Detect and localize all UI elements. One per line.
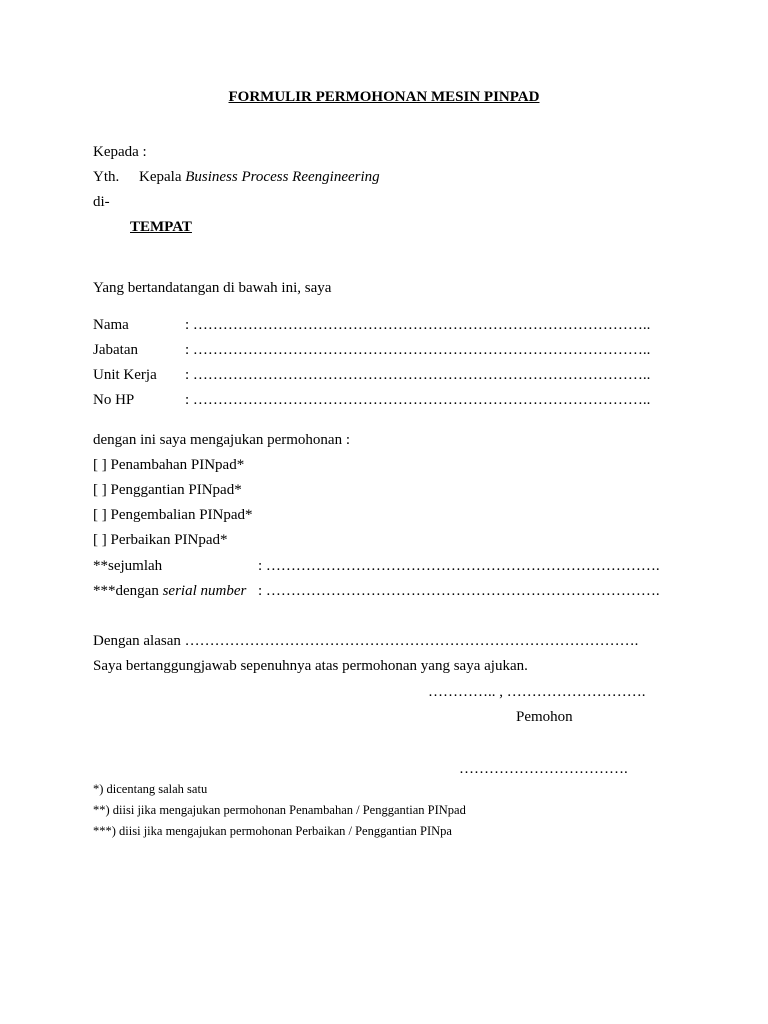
recipient-unit: Business Process Reengineering: [185, 169, 380, 185]
serial-label-prefix: ***dengan: [93, 583, 163, 599]
field-serial-number: [93, 582, 660, 600]
di-label: di-: [93, 194, 110, 210]
option-penggantian[interactable]: [ ] Penggantian PINpad*: [93, 482, 242, 498]
signature-line: …………………………….: [459, 761, 628, 777]
field-nama: [93, 316, 650, 334]
pemohon-label: Pemohon: [516, 709, 573, 725]
request-intro: dengan ini saya mengajukan permohonan :: [93, 432, 351, 448]
serial-label-italic: serial number: [162, 583, 247, 599]
sejumlah-value: : …………………………………………………………………….: [258, 558, 660, 574]
field-value: : ………………………………………………………………………………..: [185, 317, 651, 333]
footnote-2: **) diisi jika mengajukan permohonan Penambahan / Penggantian PINpad: [93, 803, 466, 817]
field-label: Unit Kerja: [93, 367, 157, 383]
sejumlah-label: **sejumlah: [93, 558, 163, 574]
reason-line: Dengan alasan ……………………………………………………………………………….: [93, 633, 639, 649]
recipient-line: [93, 168, 380, 186]
kepada-label: Kepada :: [93, 144, 147, 160]
footnote-1: *) dicentang salah satu: [93, 782, 208, 796]
field-label: No HP: [93, 392, 135, 408]
field-label: Jabatan: [93, 342, 138, 358]
option-pengembalian[interactable]: [ ] Pengembalian PINpad*: [93, 507, 253, 523]
recipient-prefix: Kepala: [139, 169, 186, 185]
field-label: Nama: [93, 317, 129, 333]
field-value: : ………………………………………………………………………………..: [185, 392, 651, 408]
footnote-3: ***) diisi jika mengajukan permohonan Perbaikan / Penggantian PINpa: [93, 824, 452, 838]
field-sejumlah: [93, 557, 660, 575]
field-no-hp: [93, 391, 650, 409]
field-value: : ………………………………………………………………………………..: [185, 342, 651, 358]
intro-text: Yang bertandatangan di bawah ini, saya: [93, 280, 332, 296]
serial-value: : …………………………………………………………………….: [258, 583, 660, 599]
form-title: FORMULIR PERMOHONAN MESIN PINPAD: [228, 89, 540, 105]
option-penambahan[interactable]: [ ] Penambahan PINpad*: [93, 457, 245, 473]
field-unit-kerja: [93, 366, 650, 384]
field-value: : ………………………………………………………………………………..: [185, 367, 651, 383]
place-date-line: ………….. , ……………………….: [428, 684, 646, 700]
yth-label: Yth.: [93, 169, 120, 185]
statement-text: Saya bertanggungjawab sepenuhnya atas permohonan yang saya ajukan.: [93, 658, 528, 674]
tempat-label: TEMPAT: [130, 219, 192, 235]
field-jabatan: [93, 341, 650, 359]
option-perbaikan[interactable]: [ ] Perbaikan PINpad*: [93, 532, 228, 548]
